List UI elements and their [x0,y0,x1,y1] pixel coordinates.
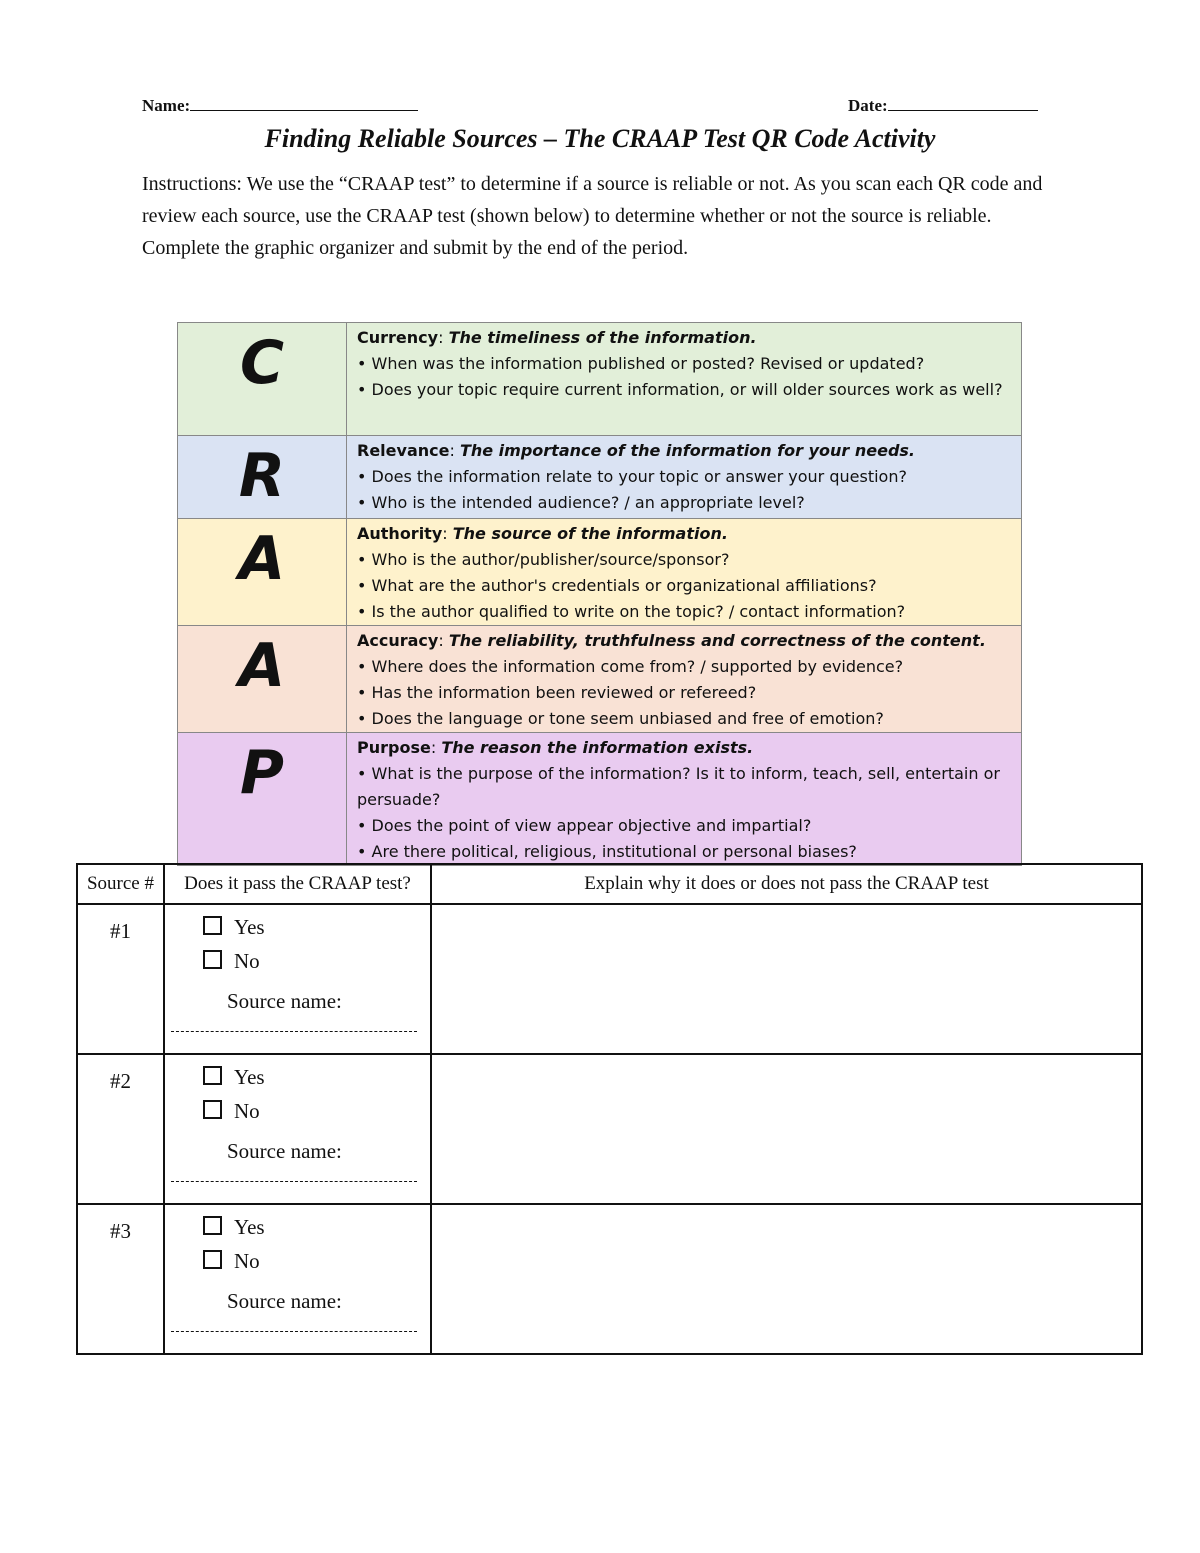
worksheet-header [142,96,1042,120]
craap-bullet: • Who is the author/publisher/source/sponsor? [357,550,730,569]
source-number: #3 [110,1219,131,1243]
craap-bullet: • Does the point of view appear objective and impartial? [357,816,812,835]
yes-checkbox[interactable] [203,1216,222,1235]
column-header-explanation: Explain why it does or does not pass the CRAAP test [431,864,1142,904]
explanation-cell[interactable] [431,1054,1142,1204]
craap-definition: The timeliness of the information. [448,328,757,347]
no-option[interactable] [203,1249,260,1274]
date-label: Date: [848,96,888,115]
source-name-blank-line[interactable] [171,1031,417,1032]
yes-label: Yes [234,1065,265,1089]
column-header-pass-test: Does it pass the CRAAP test? [164,864,431,904]
name-label: Name: [142,96,191,115]
page-title: Finding Reliable Sources – The CRAAP Test QR Code Activity [264,124,936,153]
yes-option[interactable] [203,915,265,940]
craap-definition: The source of the information. [452,524,728,543]
table-row [77,1054,1142,1204]
source-number-cell [77,1204,164,1354]
explanation-cell[interactable] [431,1204,1142,1354]
source-name-blank-line[interactable] [171,1331,417,1332]
craap-reference-table [177,322,1022,866]
craap-definition: The reliability, truthfulness and correctness of the content. [448,631,986,650]
craap-row-authority [178,519,1022,626]
no-option[interactable] [203,1099,260,1124]
source-number-cell [77,1054,164,1204]
pass-test-cell [164,904,431,1054]
craap-letter: R [178,436,347,519]
source-name-blank-line[interactable] [171,1181,417,1182]
source-number: #2 [110,1069,131,1093]
pass-test-cell [164,1204,431,1354]
craap-row-currency [178,323,1022,436]
craap-bullet: • What are the author's credentials or organizational affiliations? [357,576,877,595]
craap-term: Purpose [357,738,431,757]
craap-term: Accuracy [357,631,439,650]
no-checkbox[interactable] [203,1100,222,1119]
craap-term: Relevance [357,441,450,460]
graphic-organizer-table [76,863,1143,1355]
craap-letter: A [178,626,347,733]
table-row [77,1204,1142,1354]
no-label: No [234,949,260,973]
name-blank-line[interactable] [190,96,418,111]
craap-row-accuracy [178,626,1022,733]
craap-description: Purpose: The reason the information exists. • What is the purpose of the information? Is it to inform, teach, sell, entertain or persuade? • Does the point of view appear objective and impartial? • Are there political, religious, institutional or personal biases? [347,733,1022,866]
craap-bullet: • What is the purpose of the information? Is it to inform, teach, sell, entertain or persuade? [357,764,1000,809]
no-option[interactable] [203,949,260,974]
source-name-label: Source name: [227,1139,342,1163]
name-field[interactable] [142,96,418,116]
craap-row-purpose [178,733,1022,866]
craap-term: Authority [357,524,443,543]
yes-label: Yes [234,915,265,939]
no-label: No [234,1099,260,1123]
craap-bullet: • Where does the information come from? / supported by evidence? [357,657,904,676]
date-field[interactable] [848,96,1038,116]
table-row [77,904,1142,1054]
craap-bullet: • Has the information been reviewed or refereed? [357,683,757,702]
date-blank-line[interactable] [888,96,1038,111]
craap-bullet: • Does the information relate to your topic or answer your question? [357,467,907,486]
no-checkbox[interactable] [203,950,222,969]
yes-label: Yes [234,1215,265,1239]
craap-description: Authority: The source of the information. • Who is the author/publisher/source/sponsor? • What are the author's credentials or organizational affiliations? • Is the author qualified to write on the topic? / contact information? [347,519,1022,626]
craap-bullet: • Does your topic require current information, or will older sources work as well? [357,380,1003,399]
instructions-text: Instructions: We use the “CRAAP test” to determine if a source is reliable or not. As you scan each QR code and review each source, use the CRAAP test (shown below) to determine whether or not the source is reliable. Complete the graphic organizer and submit by the end of the period. [142,173,1043,259]
craap-bullet: • When was the information published or posted? Revised or updated? [357,354,925,373]
yes-option[interactable] [203,1215,265,1240]
craap-description: Relevance: The importance of the information for your needs. • Does the information relate to your topic or answer your question? • Who is the intended audience? / an appropriate level? [347,436,1022,519]
craap-row-relevance [178,436,1022,519]
craap-bullet: • Does the language or tone seem unbiased and free of emotion? [357,709,884,728]
craap-letter: A [178,519,347,626]
no-checkbox[interactable] [203,1250,222,1269]
craap-letter: P [178,733,347,866]
craap-definition: The importance of the information for your needs. [459,441,916,460]
pass-test-cell [164,1054,431,1204]
craap-bullet: • Who is the intended audience? / an appropriate level? [357,493,805,512]
no-label: No [234,1249,260,1273]
craap-term: Currency [357,328,439,347]
craap-bullet: • Are there political, religious, institutional or personal biases? [357,842,857,861]
craap-definition: The reason the information exists. [441,738,754,757]
craap-description: Accuracy: The reliability, truthfulness and correctness of the content. • Where does the information come from? / supported by evidence? • Has the information been reviewed or refereed? • Does the language or tone seem unbiased and free of emotion? [347,626,1022,733]
column-header-source-number: Source # [77,864,164,904]
craap-bullet: • Is the author qualified to write on the topic? / contact information? [357,602,906,621]
yes-checkbox[interactable] [203,1066,222,1085]
source-number-cell [77,904,164,1054]
source-name-label: Source name: [227,1289,342,1313]
source-number: #1 [110,919,131,943]
yes-checkbox[interactable] [203,916,222,935]
table-header-row [77,864,1142,904]
yes-option[interactable] [203,1065,265,1090]
craap-description: Currency: The timeliness of the information. • When was the information published or posted? Revised or updated? • Does your topic require current information, or will older sources work as well? [347,323,1022,436]
craap-letter: C [178,323,347,436]
explanation-cell[interactable] [431,904,1142,1054]
source-name-label: Source name: [227,989,342,1013]
